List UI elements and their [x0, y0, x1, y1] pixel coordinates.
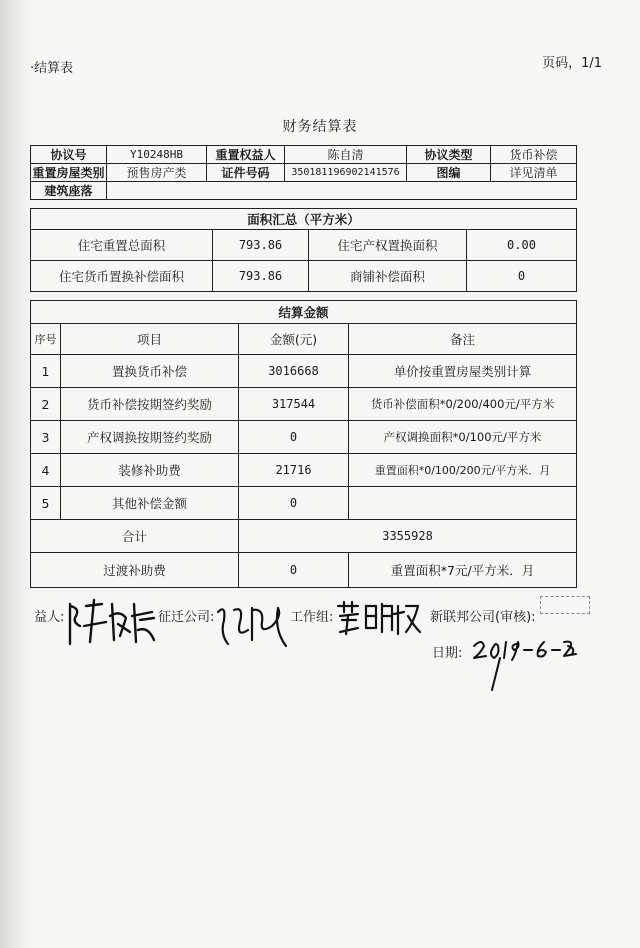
total-label: 合计: [31, 520, 239, 553]
col-header-no: 序号: [31, 324, 61, 355]
row-no: 1: [31, 355, 61, 388]
table-row: [31, 355, 577, 388]
area-label: 商铺补偿面积: [309, 261, 467, 292]
id-value: 350181196902141576: [285, 164, 407, 182]
area-row: [31, 261, 577, 292]
owner-label: 重置权益人: [207, 146, 285, 164]
row-item: 装修补助费: [61, 454, 239, 487]
total-row: [31, 520, 577, 553]
info-row: [31, 182, 577, 200]
row-no: 2: [31, 388, 61, 421]
page-edge-shadow: [0, 0, 34, 948]
audit-sign-label: 新联邦公司(审核):: [430, 610, 536, 625]
row-amount: 0: [239, 421, 349, 454]
row-note: 货币补偿面积*0/200/400元/平方米: [349, 388, 577, 421]
area-label: 住宅产权置换面积: [309, 230, 467, 261]
row-note: [349, 487, 577, 520]
row-amount: 317544: [239, 388, 349, 421]
row-item: 其他补偿金额: [61, 487, 239, 520]
location-value: [107, 182, 577, 200]
row-note: 重置面积*0/100/200元/平方米．月: [349, 454, 577, 487]
audit-stamp-area: [540, 596, 590, 614]
header-page-number: 页码，1/1: [542, 56, 602, 71]
info-row: [31, 164, 577, 182]
agreement-type-label: 协议类型: [407, 146, 491, 164]
row-no: 4: [31, 454, 61, 487]
house-type-value: 预售房产类: [107, 164, 207, 182]
col-header-amount: 金额(元): [239, 324, 349, 355]
col-header-note: 备注: [349, 324, 577, 355]
money-table: [30, 300, 577, 588]
row-amount: 21716: [239, 454, 349, 487]
house-type-label: 重置房屋类别: [31, 164, 107, 182]
total-amount: 3355928: [239, 520, 577, 553]
row-amount: 0: [239, 487, 349, 520]
area-label: 住宅重置总面积: [31, 230, 213, 261]
id-label: 证件号码: [207, 164, 285, 182]
agreement-type-value: 货币补偿: [491, 146, 577, 164]
area-label: 住宅货币置换补偿面积: [31, 261, 213, 292]
row-no: 3: [31, 421, 61, 454]
table-row: [31, 454, 577, 487]
workgroup-sign-label: 工作组:: [290, 610, 334, 625]
header-doc-name: ·结算表: [30, 61, 74, 76]
row-no: 5: [31, 487, 61, 520]
owner-value: 陈自清: [285, 146, 407, 164]
col-header-item: 项目: [61, 324, 239, 355]
map-label: 图编: [407, 164, 491, 182]
transition-row: [31, 553, 577, 588]
agreement-no-label: 协议号: [31, 146, 107, 164]
table-row: [31, 487, 577, 520]
transition-amount: 0: [239, 553, 349, 588]
row-note: 单价按重置房屋类别计算: [349, 355, 577, 388]
row-item: 货币补偿按期签约奖励: [61, 388, 239, 421]
row-item: 产权调换按期签约奖励: [61, 421, 239, 454]
row-note: 产权调换面积*0/100元/平方米: [349, 421, 577, 454]
area-table: [30, 208, 577, 292]
transition-note: 重置面积*7元/平方米．月: [349, 553, 577, 588]
area-value: 793.86: [213, 230, 309, 261]
company-signature: [212, 600, 290, 652]
date-handwritten: [470, 632, 582, 694]
money-header-row: [31, 324, 577, 355]
owner-signature: [64, 596, 160, 650]
map-value: 详见清单: [491, 164, 577, 182]
date-label: 日期:: [432, 646, 463, 661]
table-row: [31, 421, 577, 454]
area-value: 0.00: [467, 230, 577, 261]
owner-sign-label: 益人:: [34, 610, 65, 625]
table-row: [31, 388, 577, 421]
info-table: [30, 145, 577, 200]
area-value: 793.86: [213, 261, 309, 292]
page-title: 财务结算表: [282, 119, 358, 135]
location-label: 建筑座落: [31, 182, 107, 200]
row-amount: 3016668: [239, 355, 349, 388]
money-section-title: 结算金额: [31, 301, 577, 324]
area-value: 0: [467, 261, 577, 292]
company-sign-label: 征迁公司:: [158, 610, 215, 625]
transition-label: 过渡补助费: [31, 553, 239, 588]
area-section-title: 面积汇总（平方米）: [31, 209, 577, 230]
area-row: [31, 230, 577, 261]
agreement-no-value: Y10248HB: [107, 146, 207, 164]
workgroup-signature: [334, 598, 422, 638]
row-item: 置换货币补偿: [61, 355, 239, 388]
info-row: [31, 146, 577, 164]
